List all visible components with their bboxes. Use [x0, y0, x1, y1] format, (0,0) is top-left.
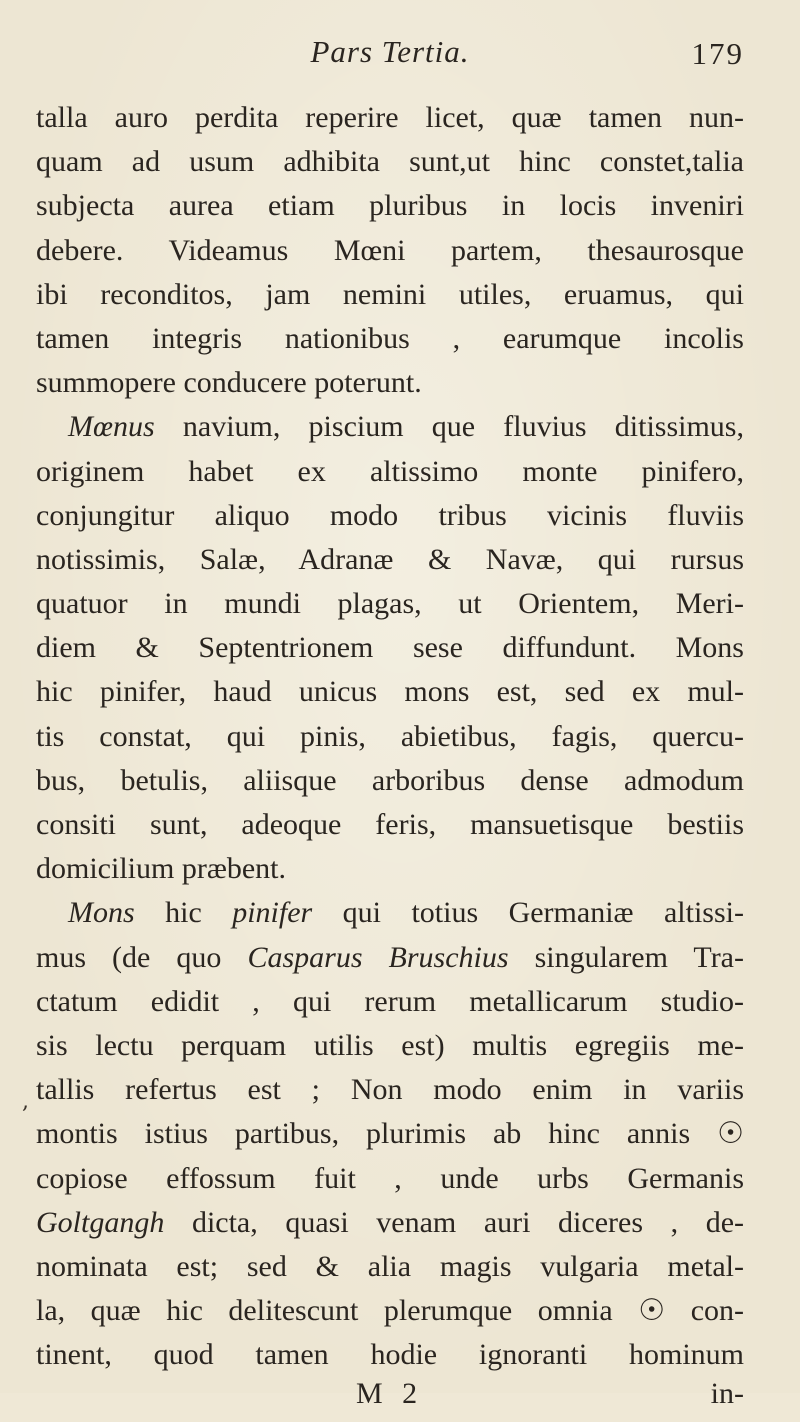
text-line — [36, 847, 744, 891]
text-segment: debere. Videamus Mœni partem, thesaurosque — [36, 233, 744, 267]
italic-word: pinifer — [232, 896, 313, 930]
italic-word: Goltgangh — [36, 1205, 165, 1239]
catchline — [36, 1377, 744, 1421]
text-line — [36, 1068, 744, 1112]
text-segment: qui totius Germaniæ altissi- — [312, 896, 744, 930]
text-segment: talla auro perdita reperire licet, quæ tamen nun- — [36, 101, 744, 134]
text-line — [36, 361, 744, 405]
text-segment: tinent, quod tamen hodie ignoranti hominum — [36, 1338, 744, 1372]
text-segment: quam ad usum adhibita sunt,ut hinc constet,talia — [36, 145, 744, 179]
catchword: in- — [710, 1377, 744, 1411]
text-segment: notissimis, Salæ, Adranæ & Navæ, qui rursus — [36, 542, 744, 576]
text-segment: dicta, quasi venam auri diceres , de- — [164, 1205, 744, 1239]
page-number: 179 — [691, 36, 744, 71]
text-segment: sis lectu perquam utilis est) multis egregiis me- — [36, 1028, 744, 1062]
text-segment: la, quæ hic delitescunt plerumque omnia ☉ con- — [36, 1294, 744, 1328]
text-segment: copiose effossum fuit , unde urbs Germanis — [36, 1161, 744, 1195]
text-segment: hic — [134, 896, 233, 930]
text-line — [36, 494, 744, 538]
text-segment: montis istius partibus, plurimis ab hinc annis ☉ — [36, 1117, 744, 1151]
text-line — [36, 1333, 744, 1377]
text-segment: tis constat, qui pinis, abietibus, fagis, quercu- — [36, 719, 744, 753]
text-line — [36, 670, 744, 714]
text-segment: singularem Tra- — [508, 940, 744, 974]
running-head — [36, 28, 744, 78]
text-segment: ctatum edidit , qui rerum metallicarum studio- — [36, 984, 744, 1018]
text-line — [36, 715, 744, 759]
text-segment: diem & Septentrionem sese diffundunt. Mons — [36, 631, 744, 665]
text-segment: originem habet ex altissimo monte pinifero, — [36, 454, 744, 488]
italic-word: Casparus Bruschius — [247, 940, 509, 974]
text-segment: tamen integris nationibus , earumque incolis — [36, 321, 744, 355]
text-segment: consiti sunt, adeoque feris, mansuetisque bestiis — [36, 808, 744, 841]
signature-mark: M 2 — [356, 1377, 424, 1411]
text-line — [36, 1201, 744, 1245]
text-segment: navium, piscium que fluvius ditissimus, — [154, 410, 744, 444]
text-segment: subjecta aurea etiam pluribus in locis inveniri — [36, 189, 744, 223]
text-line — [36, 626, 744, 670]
italic-word: Mons — [68, 896, 135, 930]
text-line — [36, 1112, 744, 1156]
margin-mark: , — [22, 1089, 29, 1114]
text-line — [36, 538, 744, 582]
text-line — [36, 405, 744, 449]
text-line — [36, 759, 744, 803]
running-title: Pars Tertia. — [310, 34, 470, 69]
text-line — [36, 273, 744, 317]
text-line — [36, 891, 744, 935]
text-segment: nominata est; sed & alia magis vulgaria metal- — [36, 1249, 744, 1283]
text-line — [36, 1289, 744, 1333]
text-segment: ibi reconditos, jam nemini utiles, eruamus, qui — [36, 277, 744, 311]
text-line — [36, 140, 744, 184]
text-line — [36, 184, 744, 228]
text-line — [36, 980, 744, 1024]
text-line — [36, 582, 744, 626]
text-segment: hic pinifer, haud unicus mons est, sed ex mul- — [36, 675, 744, 709]
text-segment: quatuor in mundi plagas, ut Orientem, Meri- — [36, 587, 744, 621]
text-segment: mus (de quo — [36, 940, 248, 974]
text-segment: summopere conducere poterunt. — [36, 366, 422, 400]
text-segment: bus, betulis, aliisque arboribus dense admodum — [36, 763, 744, 797]
italic-word: Mœnus — [68, 410, 155, 444]
text-segment: conjungitur aliquo modo tribus vicinis fluviis — [36, 498, 744, 532]
text-segment: domicilium præbent. — [36, 852, 286, 886]
text-line — [36, 96, 744, 140]
text-segment: tallis refertus est ; Non modo enim in variis — [36, 1073, 744, 1107]
text-block — [36, 96, 744, 1377]
text-line — [36, 229, 744, 273]
text-line — [36, 936, 744, 980]
text-line — [36, 317, 744, 361]
text-line — [36, 450, 744, 494]
text-line — [36, 1245, 744, 1289]
text-line — [36, 1024, 744, 1068]
text-line — [36, 1157, 744, 1201]
text-line — [36, 803, 744, 847]
